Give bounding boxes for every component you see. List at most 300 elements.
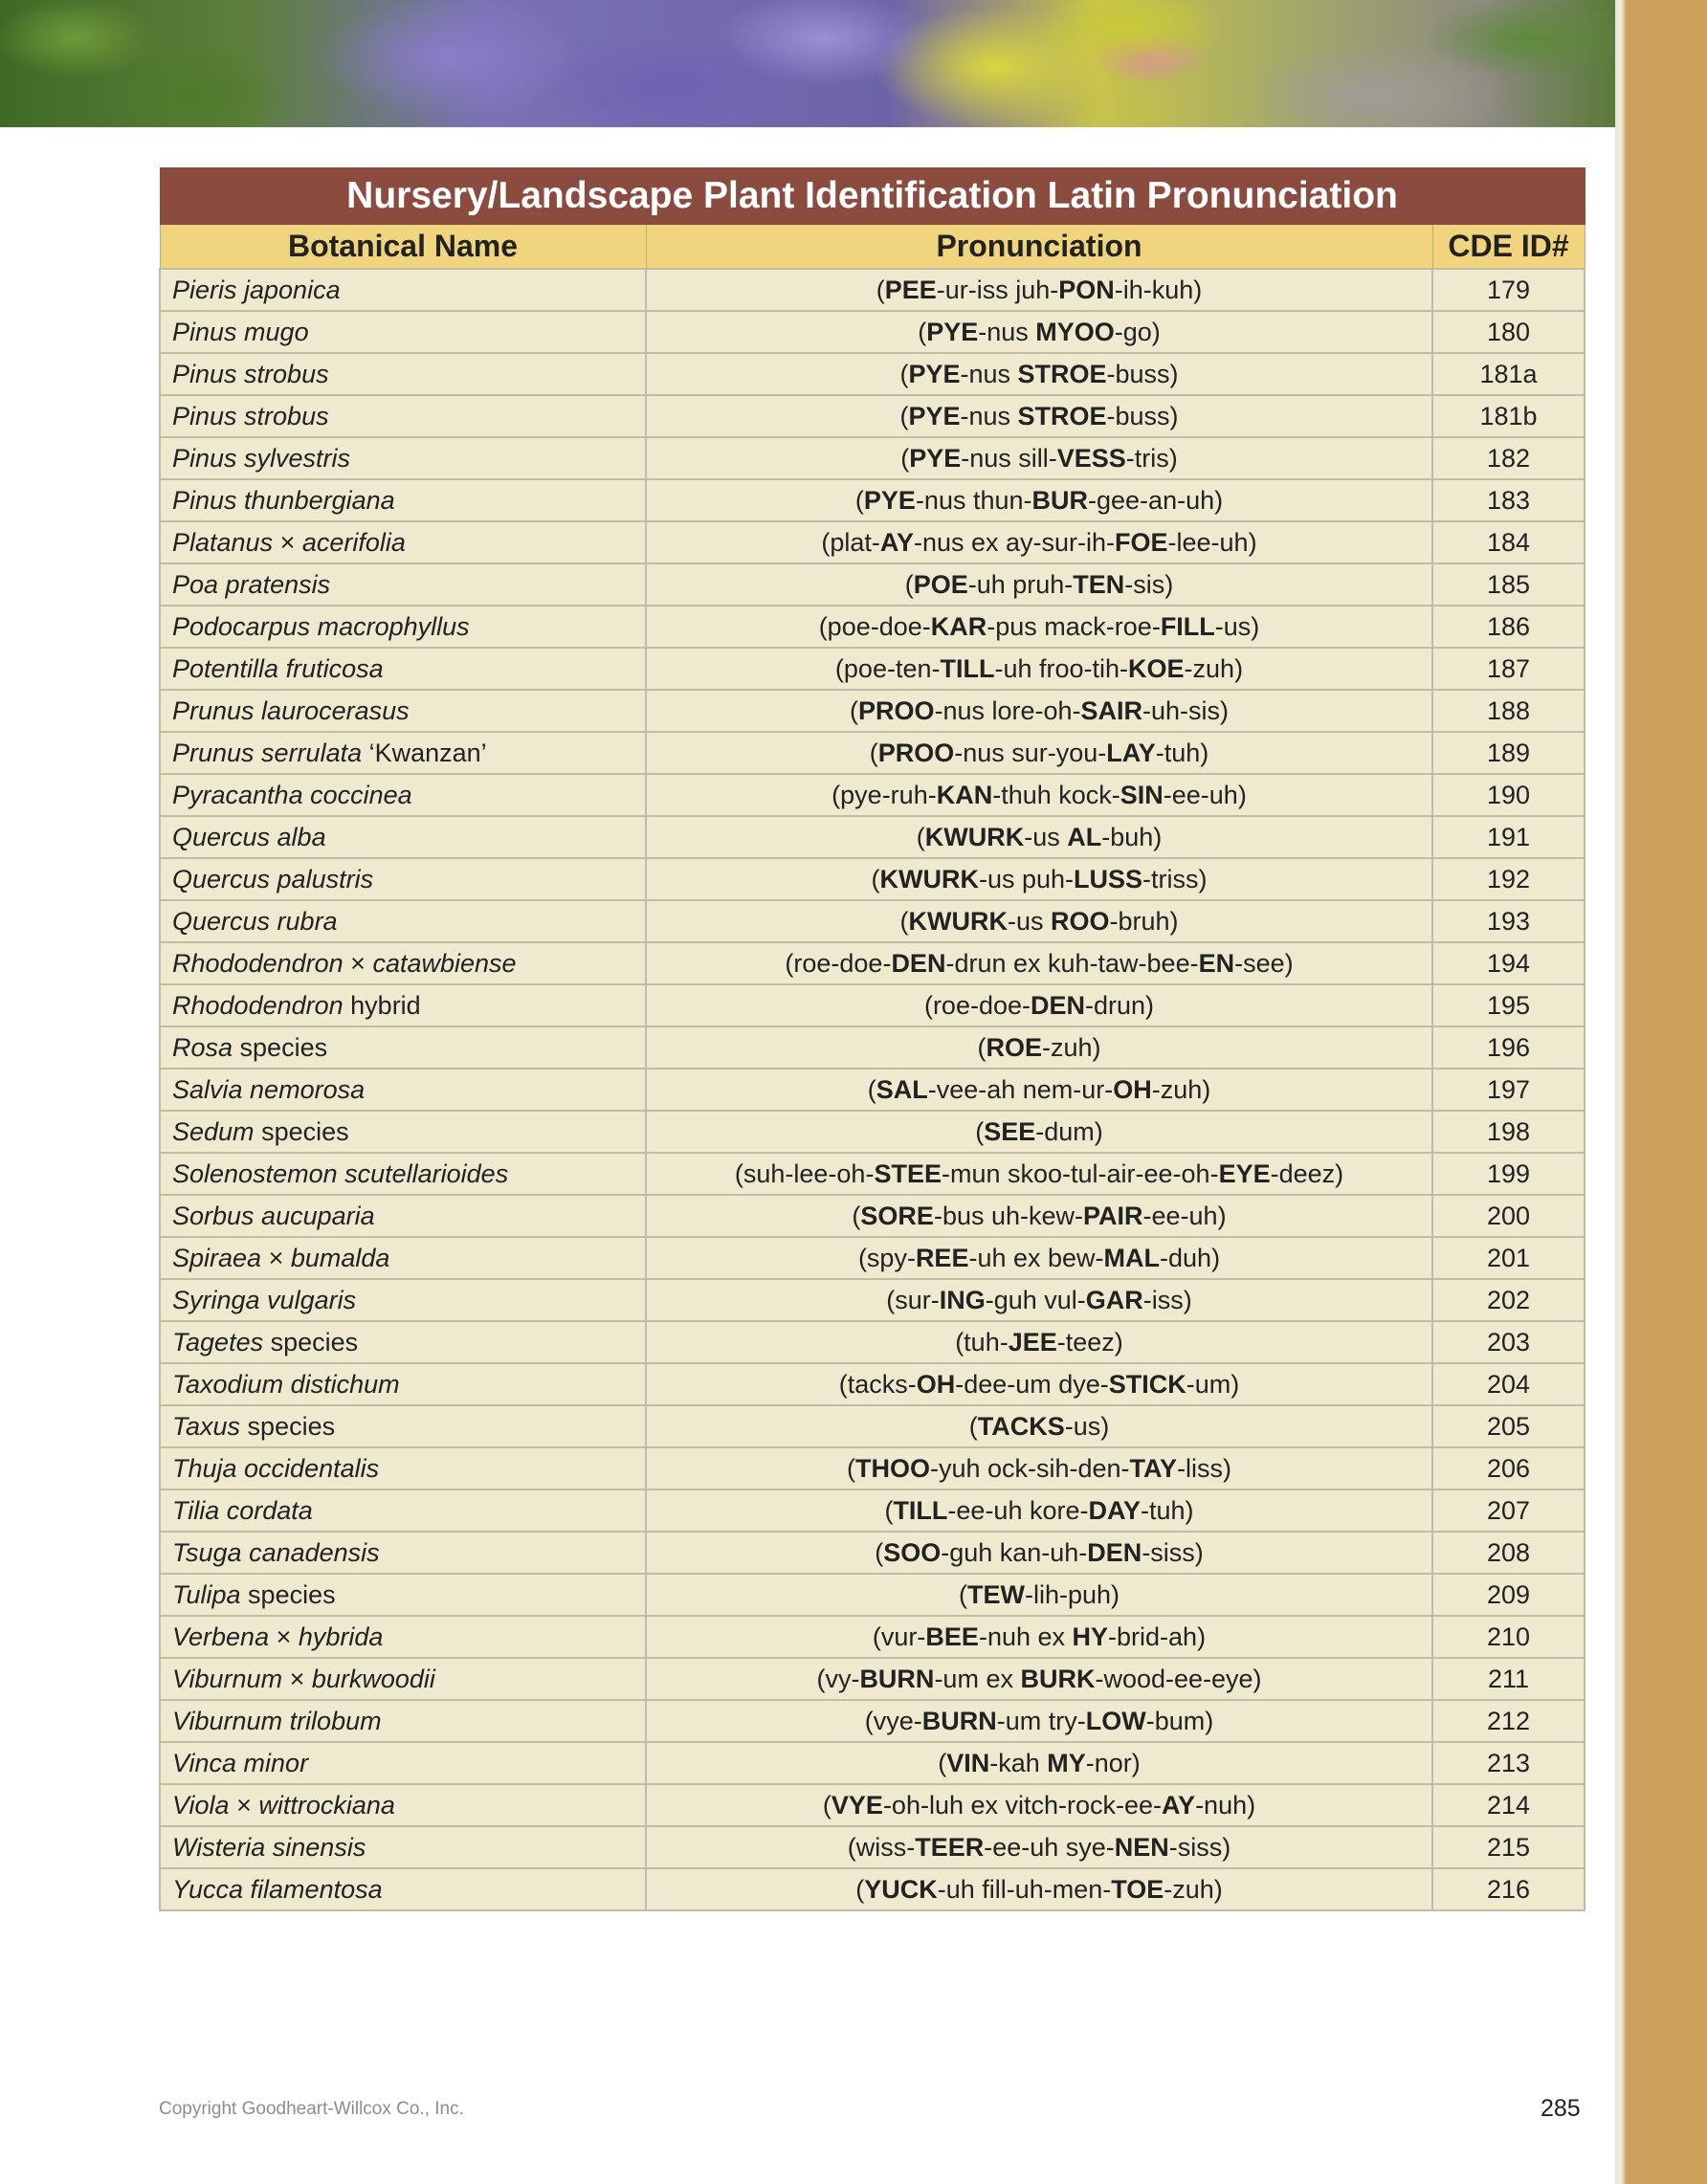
pronunciation-text: SEE <box>984 1116 1036 1146</box>
pronunciation-cell <box>646 1321 1432 1363</box>
botanical-text: Viola <box>172 1790 230 1820</box>
table-row <box>160 1658 1585 1700</box>
pronunciation-text: KWURK <box>879 864 979 893</box>
cde-id-cell: 203 <box>1432 1321 1585 1363</box>
pronunciation-text: -nus <box>978 317 1036 346</box>
pronunciation-text: PYE <box>863 485 916 515</box>
pronunciation-text: SIN <box>1120 780 1164 809</box>
botanical-text: wittrockiana <box>258 1790 395 1820</box>
table-row <box>160 1616 1585 1658</box>
pronunciation-cell <box>646 732 1432 774</box>
cde-id-cell: 206 <box>1432 1447 1585 1489</box>
pronunciation-text: -uh-sis) <box>1142 695 1230 725</box>
pronunciation-text: DEN <box>1087 1537 1142 1567</box>
page-number: 285 <box>1541 2095 1581 2122</box>
pronunciation-text: -oh-luh ex vitch-rock-ee- <box>882 1790 1163 1820</box>
table-title: Nursery/Landscape Plant Identification Latin Pronunciation <box>160 168 1585 225</box>
pronunciation-text: ( <box>899 359 909 388</box>
column-header-botanical: Botanical Name <box>160 225 646 270</box>
cde-id-cell: 197 <box>1432 1069 1585 1111</box>
botanical-text: species <box>240 1411 336 1441</box>
pronunciation-text: -um try- <box>996 1706 1086 1735</box>
pronunciation-text: REE <box>915 1243 969 1272</box>
botanical-name-cell <box>160 606 646 648</box>
pronunciation-text: SAIR <box>1080 695 1143 725</box>
column-header-cde: CDE ID# <box>1432 225 1585 270</box>
cde-id-cell: 181b <box>1432 395 1585 437</box>
pronunciation-text: -guh vul- <box>985 1285 1086 1314</box>
pronunciation-text: VYE <box>831 1790 883 1820</box>
table-row <box>160 1489 1585 1532</box>
table-row <box>160 1700 1585 1742</box>
botanical-text: ‘Kwanzan’ <box>362 738 487 767</box>
botanical-text: Pinus strobus <box>172 401 329 430</box>
pronunciation-text: HY <box>1072 1621 1109 1651</box>
pronunciation-text: ING <box>939 1285 986 1314</box>
pronunciation-text: EYE <box>1218 1158 1271 1188</box>
pronunciation-text: ( <box>899 906 909 936</box>
pronunciation-cell <box>646 1532 1432 1574</box>
pronunciation-text: (poe-ten- <box>834 653 941 683</box>
botanical-text: Wisteria sinensis <box>172 1832 366 1862</box>
cde-id-cell: 191 <box>1432 816 1585 858</box>
botanical-text: Tulipa <box>172 1579 241 1609</box>
table-row <box>160 437 1585 479</box>
botanical-name-cell <box>160 1363 646 1405</box>
botanical-name-cell <box>160 269 646 311</box>
pronunciation-text: STROE <box>1017 401 1107 430</box>
pronunciation-text: THOO <box>854 1453 930 1483</box>
botanical-name-cell <box>160 1153 646 1195</box>
botanical-text: Pyracantha coccinea <box>172 780 412 809</box>
pronunciation-text: -us <box>1024 822 1068 851</box>
pronunciation-text: -teez) <box>1056 1327 1123 1357</box>
botanical-text: Podocarpus macrophyllus <box>172 611 470 641</box>
pronunciation-text: -tris) <box>1125 443 1178 473</box>
pronunciation-text: SOO <box>883 1537 942 1567</box>
botanical-text: × <box>343 948 373 978</box>
pronunciation-text: -zuh) <box>1042 1032 1101 1062</box>
pronunciation-cell <box>646 521 1432 563</box>
pronunciation-text: MAL <box>1103 1243 1161 1272</box>
pronunciation-text: (plat- <box>821 527 880 557</box>
pronunciation-text: ( <box>884 1495 894 1525</box>
pronunciation-text: OH <box>1113 1074 1152 1104</box>
pronunciation-text: (vur- <box>872 1621 926 1651</box>
cde-id-cell: 201 <box>1432 1237 1585 1279</box>
cde-id-cell: 208 <box>1432 1532 1585 1574</box>
botanical-name-cell <box>160 648 646 690</box>
cde-id-cell: 198 <box>1432 1111 1585 1153</box>
botanical-name-cell <box>160 1321 646 1363</box>
pronunciation-text: (spy- <box>857 1243 916 1272</box>
pronunciation-text: STROE <box>1017 359 1107 388</box>
pronunciation-text: -us <box>1007 906 1051 936</box>
pronunciation-text: -bruh) <box>1109 906 1179 936</box>
pronunciation-text: KWURK <box>924 822 1025 851</box>
pronunciation-text: -nus lore-oh- <box>934 695 1081 725</box>
botanical-name-cell <box>160 1489 646 1532</box>
pronunciation-text: -liss) <box>1177 1453 1232 1483</box>
pronunciation-text: BUR <box>1031 485 1089 515</box>
pronunciation-text: PYE <box>908 401 961 430</box>
pronunciation-text: -nus <box>960 401 1018 430</box>
botanical-text: Poa pratensis <box>172 569 331 599</box>
pronunciation-cell <box>646 858 1432 900</box>
pronunciation-text: -bum) <box>1145 1706 1214 1735</box>
botanical-name-cell <box>160 1405 646 1447</box>
pronunciation-text: OH <box>916 1369 956 1399</box>
column-header-row <box>160 225 1585 270</box>
pronunciation-cell <box>646 1026 1432 1069</box>
pronunciation-cell <box>646 774 1432 816</box>
pronunciation-text: (vye- <box>864 1706 922 1735</box>
botanical-text: Yucca filamentosa <box>172 1874 383 1904</box>
pronunciation-text: -zuh) <box>1164 1874 1223 1904</box>
pronunciation-text: ( <box>822 1790 831 1820</box>
pronunciation-text: -uh froo-tih- <box>994 653 1129 683</box>
pronunciation-text: -tuh) <box>1155 738 1209 767</box>
table-row <box>160 479 1585 521</box>
table-row <box>160 1279 1585 1321</box>
cde-id-cell: 209 <box>1432 1574 1585 1616</box>
pronunciation-text: -lee-uh) <box>1167 527 1257 557</box>
pronunciation-cell <box>646 1279 1432 1321</box>
table-row <box>160 1026 1585 1069</box>
botanical-name-cell <box>160 353 646 395</box>
pronunciation-text: -siss) <box>1168 1832 1231 1862</box>
pronunciation-cell <box>646 1363 1432 1405</box>
pronunciation-text: PROO <box>857 695 935 725</box>
pronunciation-text: SORE <box>860 1201 934 1230</box>
pronunciation-text: FILL <box>1160 611 1215 641</box>
pronunciation-text: BURK <box>1020 1664 1096 1693</box>
table-row <box>160 311 1585 353</box>
botanical-text: Vinca minor <box>172 1748 309 1777</box>
pronunciation-text: -ur-iss juh- <box>936 275 1059 304</box>
botanical-text: Taxus <box>172 1411 241 1441</box>
pronunciation-text: -nus <box>960 359 1018 388</box>
table-row <box>160 1784 1585 1826</box>
cde-id-cell: 216 <box>1432 1868 1585 1910</box>
pronunciation-text: ( <box>849 695 858 725</box>
botanical-text: Pieris japonica <box>172 275 341 304</box>
botanical-name-cell <box>160 1742 646 1784</box>
table-row <box>160 1111 1585 1153</box>
pronunciation-text: LUSS <box>1074 864 1143 893</box>
botanical-text: Potentilla fruticosa <box>172 653 384 683</box>
pronunciation-cell <box>646 690 1432 732</box>
table-row <box>160 521 1585 563</box>
pronunciation-cell <box>646 606 1432 648</box>
cde-id-cell: 213 <box>1432 1742 1585 1784</box>
pronunciation-cell <box>646 353 1432 395</box>
botanical-text: Prunus laurocerasus <box>172 695 410 725</box>
pronunciation-text: -nus ex ay-sur-ih- <box>913 527 1116 557</box>
pronunciation-text: ( <box>918 317 927 346</box>
botanical-text: Taxodium distichum <box>172 1369 400 1399</box>
pronunciation-text: ( <box>916 822 925 851</box>
pronunciation-text: -um ex <box>934 1664 1021 1693</box>
pronunciation-text: -gee-an-uh) <box>1088 485 1224 515</box>
botanical-name-cell <box>160 816 646 858</box>
table-row <box>160 395 1585 437</box>
pronunciation-text: BURN <box>921 1706 997 1735</box>
table-row <box>160 353 1585 395</box>
pronunciation-cell <box>646 942 1432 984</box>
pronunciation-text: ( <box>899 401 909 430</box>
cde-id-cell: 195 <box>1432 984 1585 1026</box>
cde-id-cell: 199 <box>1432 1153 1585 1195</box>
table-row <box>160 606 1585 648</box>
botanical-name-cell <box>160 1826 646 1868</box>
botanical-name-cell <box>160 1195 646 1237</box>
table-row <box>160 690 1585 732</box>
pronunciation-text: MYOO <box>1035 317 1115 346</box>
pronunciation-text: TAY <box>1129 1453 1178 1483</box>
table-row <box>160 1237 1585 1279</box>
cde-id-cell: 210 <box>1432 1616 1585 1658</box>
botanical-name-cell <box>160 1279 646 1321</box>
pronunciation-text: -pus mack-roe- <box>987 611 1161 641</box>
pronunciation-cell <box>646 1574 1432 1616</box>
botanical-text: × <box>261 1243 291 1272</box>
pronunciation-text: (vy- <box>816 1664 860 1693</box>
botanical-text: Thuja occidentalis <box>172 1453 380 1483</box>
botanical-name-cell <box>160 1658 646 1700</box>
cde-id-cell: 182 <box>1432 437 1585 479</box>
table-row <box>160 1321 1585 1363</box>
pronunciation-text: (tuh- <box>955 1327 1009 1357</box>
botanical-name-cell <box>160 1026 646 1069</box>
pronunciation-text: -mun skoo-tul-air-ee-oh- <box>941 1158 1219 1188</box>
pronunciation-text: ( <box>855 1874 865 1904</box>
pronunciation-text: -uh fill-uh-men- <box>937 1874 1112 1904</box>
pronunciation-text: ( <box>846 1453 855 1483</box>
pronunciation-text: (roe-doe- <box>785 948 892 978</box>
pronunciation-text: ( <box>869 738 878 767</box>
pronunciation-text: -uh pruh- <box>967 569 1074 599</box>
pronunciation-text: PROO <box>877 738 955 767</box>
pronunciation-text: -nus sur-you- <box>954 738 1107 767</box>
pronunciation-text: VESS <box>1056 443 1126 473</box>
pronunciation-text: -thuh kock- <box>992 780 1120 809</box>
botanical-name-cell <box>160 1616 646 1658</box>
pronunciation-text: TOE <box>1111 1874 1164 1904</box>
botanical-text: × <box>282 1664 312 1693</box>
pronunciation-text: TACKS <box>977 1411 1065 1441</box>
pronunciation-text: TEN <box>1073 569 1125 599</box>
table-row <box>160 732 1585 774</box>
cde-id-cell: 193 <box>1432 900 1585 942</box>
table-row <box>160 900 1585 942</box>
pronunciation-cell <box>646 816 1432 858</box>
cde-id-cell: 181a <box>1432 353 1585 395</box>
botanical-name-cell <box>160 479 646 521</box>
table-row <box>160 1826 1585 1868</box>
botanical-name-cell <box>160 1447 646 1489</box>
pronunciation-text: -drun ex kuh-taw-bee- <box>945 948 1199 978</box>
table-row <box>160 816 1585 858</box>
header-photo-banner <box>0 0 1615 127</box>
pronunciation-text: ( <box>852 1201 861 1230</box>
pronunciation-text: KAN <box>936 780 993 809</box>
pronunciation-text: (poe-doe- <box>818 611 931 641</box>
pronunciation-cell <box>646 1742 1432 1784</box>
pronunciation-text: TILL <box>940 653 995 683</box>
pronunciation-text: DEN <box>1031 990 1086 1020</box>
botanical-text: Syringa vulgaris <box>172 1285 357 1314</box>
botanical-name-cell <box>160 732 646 774</box>
pronunciation-cell <box>646 1153 1432 1195</box>
botanical-text: Rhododendron <box>172 948 344 978</box>
pronunciation-text: AY <box>879 527 914 557</box>
pronunciation-text: ( <box>958 1579 967 1609</box>
pronunciation-text: ROE <box>986 1032 1042 1062</box>
pronunciation-text: MY <box>1047 1748 1086 1777</box>
table-row <box>160 1405 1585 1447</box>
botanical-text: hybrida <box>298 1621 384 1651</box>
botanical-name-cell <box>160 1237 646 1279</box>
pronunciation-cell <box>646 900 1432 942</box>
table-row <box>160 563 1585 606</box>
botanical-name-cell <box>160 563 646 606</box>
botanical-text: Platanus <box>172 527 274 557</box>
pronunciation-text: ( <box>900 443 910 473</box>
cde-id-cell: 183 <box>1432 479 1585 521</box>
botanical-text: acerifolia <box>301 527 406 557</box>
botanical-text: Solenostemon scutellarioides <box>172 1158 509 1188</box>
pronunciation-text: ( <box>975 1116 985 1146</box>
botanical-text: Tagetes <box>172 1327 264 1357</box>
botanical-text: Sorbus aucuparia <box>172 1201 375 1230</box>
pronunciation-text: -deez) <box>1270 1158 1344 1188</box>
pronunciation-text: -nuh) <box>1195 1790 1256 1820</box>
table-row <box>160 1532 1585 1574</box>
pronunciation-cell <box>646 1826 1432 1868</box>
table-row <box>160 269 1585 311</box>
pronunciation-cell <box>646 269 1432 311</box>
pronunciation-text: LAY <box>1106 738 1156 767</box>
pronunciation-text: -drun) <box>1085 990 1155 1020</box>
botanical-text: Pinus sylvestris <box>172 443 351 473</box>
pronunciation-text: PYE <box>926 317 979 346</box>
pronunciation-text: -siss) <box>1142 1537 1204 1567</box>
pronunciation-text: YUCK <box>864 1874 938 1904</box>
cde-id-cell: 180 <box>1432 311 1585 353</box>
cde-id-cell: 190 <box>1432 774 1585 816</box>
botanical-text: × <box>273 527 302 557</box>
botanical-text: Quercus palustris <box>172 864 374 893</box>
pronunciation-cell <box>646 1658 1432 1700</box>
pronunciation-text: BURN <box>859 1664 935 1693</box>
pronunciation-text: NEN <box>1114 1832 1169 1862</box>
botanical-text: species <box>233 1032 328 1062</box>
pronunciation-text: (pye-ruh- <box>831 780 937 809</box>
cde-id-cell: 187 <box>1432 648 1585 690</box>
page-edge-strip <box>1615 0 1707 2184</box>
cde-id-cell: 214 <box>1432 1784 1585 1826</box>
pronunciation-text: -see) <box>1234 948 1294 978</box>
pronunciation-text: -um) <box>1186 1369 1240 1399</box>
botanical-text: Tilia cordata <box>172 1495 313 1525</box>
pronunciation-text: -buss) <box>1106 359 1179 388</box>
botanical-text: Verbena <box>172 1621 270 1651</box>
botanical-text: Quercus alba <box>172 822 326 851</box>
pronunciation-text: ( <box>876 275 885 304</box>
pronunciation-text: -us) <box>1064 1411 1110 1441</box>
cde-id-cell: 196 <box>1432 1026 1585 1069</box>
botanical-name-cell <box>160 1784 646 1826</box>
botanical-text: Salvia nemorosa <box>172 1074 366 1104</box>
pronunciation-text: -go) <box>1114 317 1161 346</box>
pronunciation-text: -lih-puh) <box>1024 1579 1120 1609</box>
pronunciation-text: TILL <box>893 1495 948 1525</box>
table-row <box>160 1069 1585 1111</box>
pronunciation-text: ( <box>977 1032 987 1062</box>
pronunciation-text: ( <box>875 1537 884 1567</box>
pronunciation-text: (wiss- <box>847 1832 916 1862</box>
cde-id-cell: 205 <box>1432 1405 1585 1447</box>
pronunciation-text: -nus sill- <box>961 443 1057 473</box>
botanical-name-cell <box>160 942 646 984</box>
cde-id-cell: 192 <box>1432 858 1585 900</box>
pronunciation-text: PYE <box>909 443 962 473</box>
pronunciation-cell <box>646 1111 1432 1153</box>
cde-id-cell: 194 <box>1432 942 1585 984</box>
pronunciation-text: -dum) <box>1035 1116 1103 1146</box>
pronunciation-cell <box>646 984 1432 1026</box>
pronunciation-text: -wood-ee-eye) <box>1095 1664 1262 1693</box>
pronunciation-cell <box>646 395 1432 437</box>
pronunciation-text: -nus thun- <box>915 485 1032 515</box>
pronunciation-text: JEE <box>1008 1327 1057 1357</box>
cde-id-cell: 204 <box>1432 1363 1585 1405</box>
botanical-text: Spiraea <box>172 1243 262 1272</box>
pronunciation-text: STEE <box>874 1158 942 1188</box>
botanical-text: × <box>269 1621 299 1651</box>
pronunciation-text: (sur- <box>886 1285 940 1314</box>
pronunciation-table <box>159 167 1585 1911</box>
table-row <box>160 1153 1585 1195</box>
pronunciation-text: -yuh ock-sih-den- <box>929 1453 1130 1483</box>
pronunciation-text: KWURK <box>908 906 1008 936</box>
botanical-text: Pinus thunbergiana <box>172 485 395 515</box>
botanical-text: Rosa <box>172 1032 233 1062</box>
pronunciation-text: -nor) <box>1085 1748 1141 1777</box>
botanical-text: burkwoodii <box>311 1664 435 1693</box>
pronunciation-text: PON <box>1058 275 1115 304</box>
botanical-text: Viburnum <box>172 1664 283 1693</box>
pronunciation-text: ( <box>938 1748 947 1777</box>
pronunciation-text: -brid-ah) <box>1108 1621 1207 1651</box>
table-row <box>160 648 1585 690</box>
pronunciation-text: -uh ex bew- <box>968 1243 1104 1272</box>
pronunciation-text: EN <box>1198 948 1235 978</box>
botanical-name-cell <box>160 1111 646 1153</box>
pronunciation-text: AL <box>1067 822 1102 851</box>
pronunciation-text: TEW <box>966 1579 1025 1609</box>
cde-id-cell: 179 <box>1432 269 1585 311</box>
table-row <box>160 1574 1585 1616</box>
pronunciation-text: -ee-uh kore- <box>947 1495 1089 1525</box>
pronunciation-text: -ee-uh sye- <box>984 1832 1115 1862</box>
table-row <box>160 1742 1585 1784</box>
pronunciation-cell <box>646 1784 1432 1826</box>
pronunciation-text: (suh-lee-oh- <box>734 1158 875 1188</box>
pronunciation-text: -vee-ah nem-ur- <box>927 1074 1114 1104</box>
botanical-text: Pinus mugo <box>172 317 309 346</box>
